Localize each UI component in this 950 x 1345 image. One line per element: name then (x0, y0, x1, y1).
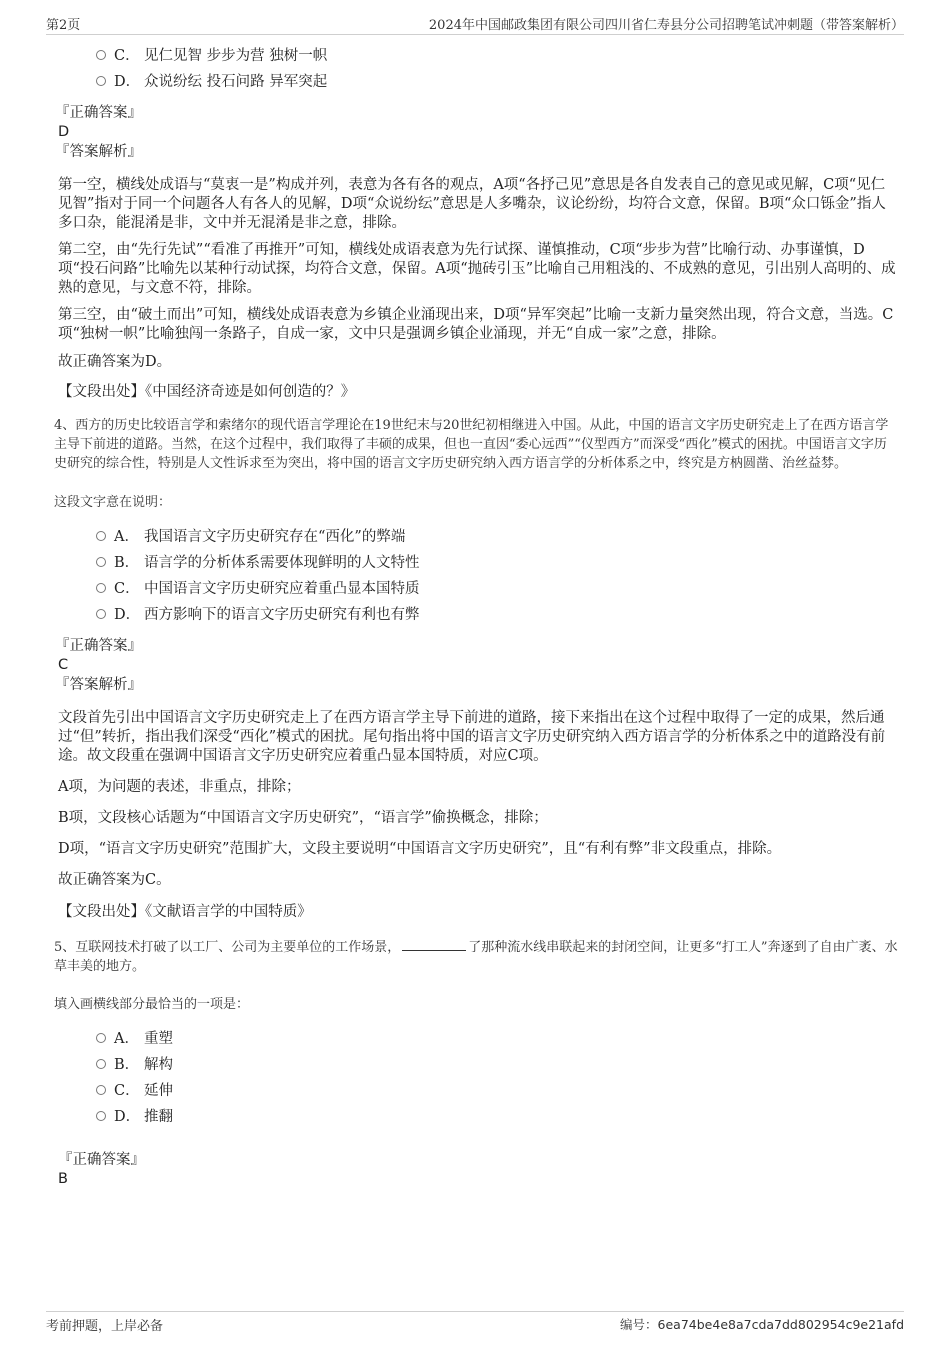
q5-option-d[interactable]: D． 推翻 (96, 1104, 898, 1130)
page-footer (46, 1311, 904, 1334)
document-title: 2024年中国邮政集团有限公司四川省仁寿县分公司招聘笔试冲刺题（带答案解析） (428, 18, 904, 33)
q3-option-c[interactable]: C． 见仁见智 步步为营 独树一帜 (96, 43, 898, 69)
q4-option-a[interactable]: A． 我国语言文字历史研究存在“西化”的弊端 (96, 524, 898, 550)
q5-question-text: 5、互联网技术打破了以工厂、公司为主要单位的工作场景， 了那种流水线串联起来的封闭空间，让更多“打工人”奔逐到了自由广袤、水草丰美的地方。 (54, 940, 898, 974)
q4-analysis-label: 『答案解析』 (55, 677, 142, 693)
q3-options (58, 43, 898, 95)
radio-icon[interactable] (96, 609, 106, 619)
q3-answer-label: 『正确答案』 (55, 105, 142, 121)
q3-analysis-p2: 第二空，由“先行先试”“看准了再推开”可知，横线处成语表意为先行试探、谨慎推动，C项“步步为营”比喻行动、办事谨慎，D项“投石问路”比喻先以某种行动试探，均符合文意，保留。A项“抛砖引玉”比喻自己用粗浅的、不成熟的意见，引出别人高明的、成熟的意见，与文意不符，排除。 (58, 242, 896, 296)
page-number: 第2页 (46, 18, 81, 33)
radio-icon[interactable] (96, 557, 106, 567)
q4-option-c[interactable]: C． 中国语言文字历史研究应着重凸显本国特质 (96, 576, 898, 602)
q5-option-b[interactable]: B． 解构 (96, 1052, 898, 1078)
q4-analysis-d: D项，“语言文字历史研究”范围扩大，文段主要说明“中国语言文字历史研究”，且“有利有弊”非文段重点，排除。 (58, 841, 782, 857)
q4-prompt: 这段文字意在说明： (54, 495, 172, 510)
page-header (46, 14, 904, 35)
radio-icon[interactable] (96, 1111, 106, 1121)
radio-icon[interactable] (96, 531, 106, 541)
radio-icon[interactable] (96, 76, 106, 86)
q4-question-text: 4、西方的历史比较语言学和索绪尔的现代语言学理论在19世纪末与20世纪初相继进入中国。从此，中国的语言文字历史研究走上了在西方语言学主导下前进的道路。当然，在这个过程中，我们取得了丰硕的成果，但也一直因“委心远西”“仪型西方”而深受“西化”模式的困扰。中国语言文字历史研究的综合性，特别是人文性诉求至为突出，将中国的语言文字历史研究纳入西方语言学的分析体系之中，终究是方枘圆凿、治丝益棼。 (54, 418, 889, 471)
q3-analysis-p1: 第一空，横线处成语与“莫衷一是”构成并列，表意为各有各的观点，A项“各抒己见”意思是各自发表自己的意见或见解，C项“见仁见智”指对于同一个问题各人有各人的见解，D项“众说纷纭”意思是人多嘴杂，议论纷纷，均符合文意，保留。B项“众口铄金”指人多口杂，能混淆是非，文中并无混淆是非之意，排除。 (58, 177, 886, 231)
q5-prompt: 填入画横线部分最恰当的一项是： (54, 997, 250, 1012)
q3-answer: D (58, 124, 70, 140)
q3-source: 【文段出处】《中国经济奇迹是如何创造的？》 (58, 384, 356, 400)
radio-icon[interactable] (96, 583, 106, 593)
q3-analysis-p3: 第三空，由“破土而出”可知，横线处成语表意为乡镇企业涌现出来，D项“异军突起”比喻一支新力量突然出现，符合文意，当选。C项“独树一帜”比喻独闯一条路子，自成一家，文中只是强调乡镇企业涌现，并无“自成一家”之意，排除。 (58, 307, 894, 342)
q4-analysis-b: B项，文段核心话题为“中国语言文字历史研究”，“语言学”偷换概念，排除； (58, 810, 548, 826)
q4-answer-label: 『正确答案』 (55, 638, 142, 654)
q5-options (58, 1026, 898, 1130)
q3-analysis-label: 『答案解析』 (55, 144, 142, 160)
q4-analysis-a: A项，为问题的表述，非重点，排除； (58, 779, 301, 795)
radio-icon[interactable] (96, 50, 106, 60)
document-content (54, 40, 898, 1189)
q5-option-c[interactable]: C． 延伸 (96, 1078, 898, 1104)
q4-analysis-conclusion: 故正确答案为C。 (58, 872, 171, 888)
q4-option-b[interactable]: B． 语言学的分析体系需要体现鲜明的人文特性 (96, 550, 898, 576)
radio-icon[interactable] (96, 1033, 106, 1043)
footer-slogan: 考前押题，上岸必备 (46, 1319, 164, 1334)
q3-option-d[interactable]: D． 众说纷纭 投石问路 异军突起 (96, 69, 898, 95)
q4-answer: C (58, 657, 69, 673)
q4-analysis-p1: 文段首先引出中国语言文字历史研究走上了在西方语言学主导下前进的道路，接下来指出在这个过程中取得了一定的成果，然后通过“但”转折，指出我们深受“西化”模式的困扰。尾句指出将中国的语言文字历史研究纳入西方语言学的分析体系之中的道路没有前途。故文段重在强调中国语言文字历史研究应着重凸显本国特质，对应C项。 (58, 710, 886, 764)
document-code: 编号：6ea74be4e8a7cda7dd802954c9e21afd (620, 1317, 904, 1332)
q5-option-a[interactable]: A． 重塑 (96, 1026, 898, 1052)
q5-answer: B (58, 1171, 68, 1187)
q4-options (58, 524, 898, 628)
q5-answer-label: 『正确答案』 (58, 1152, 145, 1168)
q3-analysis-conclusion: 故正确答案为D。 (58, 354, 172, 370)
radio-icon[interactable] (96, 1085, 106, 1095)
radio-icon[interactable] (96, 1059, 106, 1069)
fill-blank (402, 938, 466, 951)
q4-source: 【文段出处】《文献语言学的中国特质》 (58, 904, 312, 920)
q4-option-d[interactable]: D． 西方影响下的语言文字历史研究有利也有弊 (96, 602, 898, 628)
